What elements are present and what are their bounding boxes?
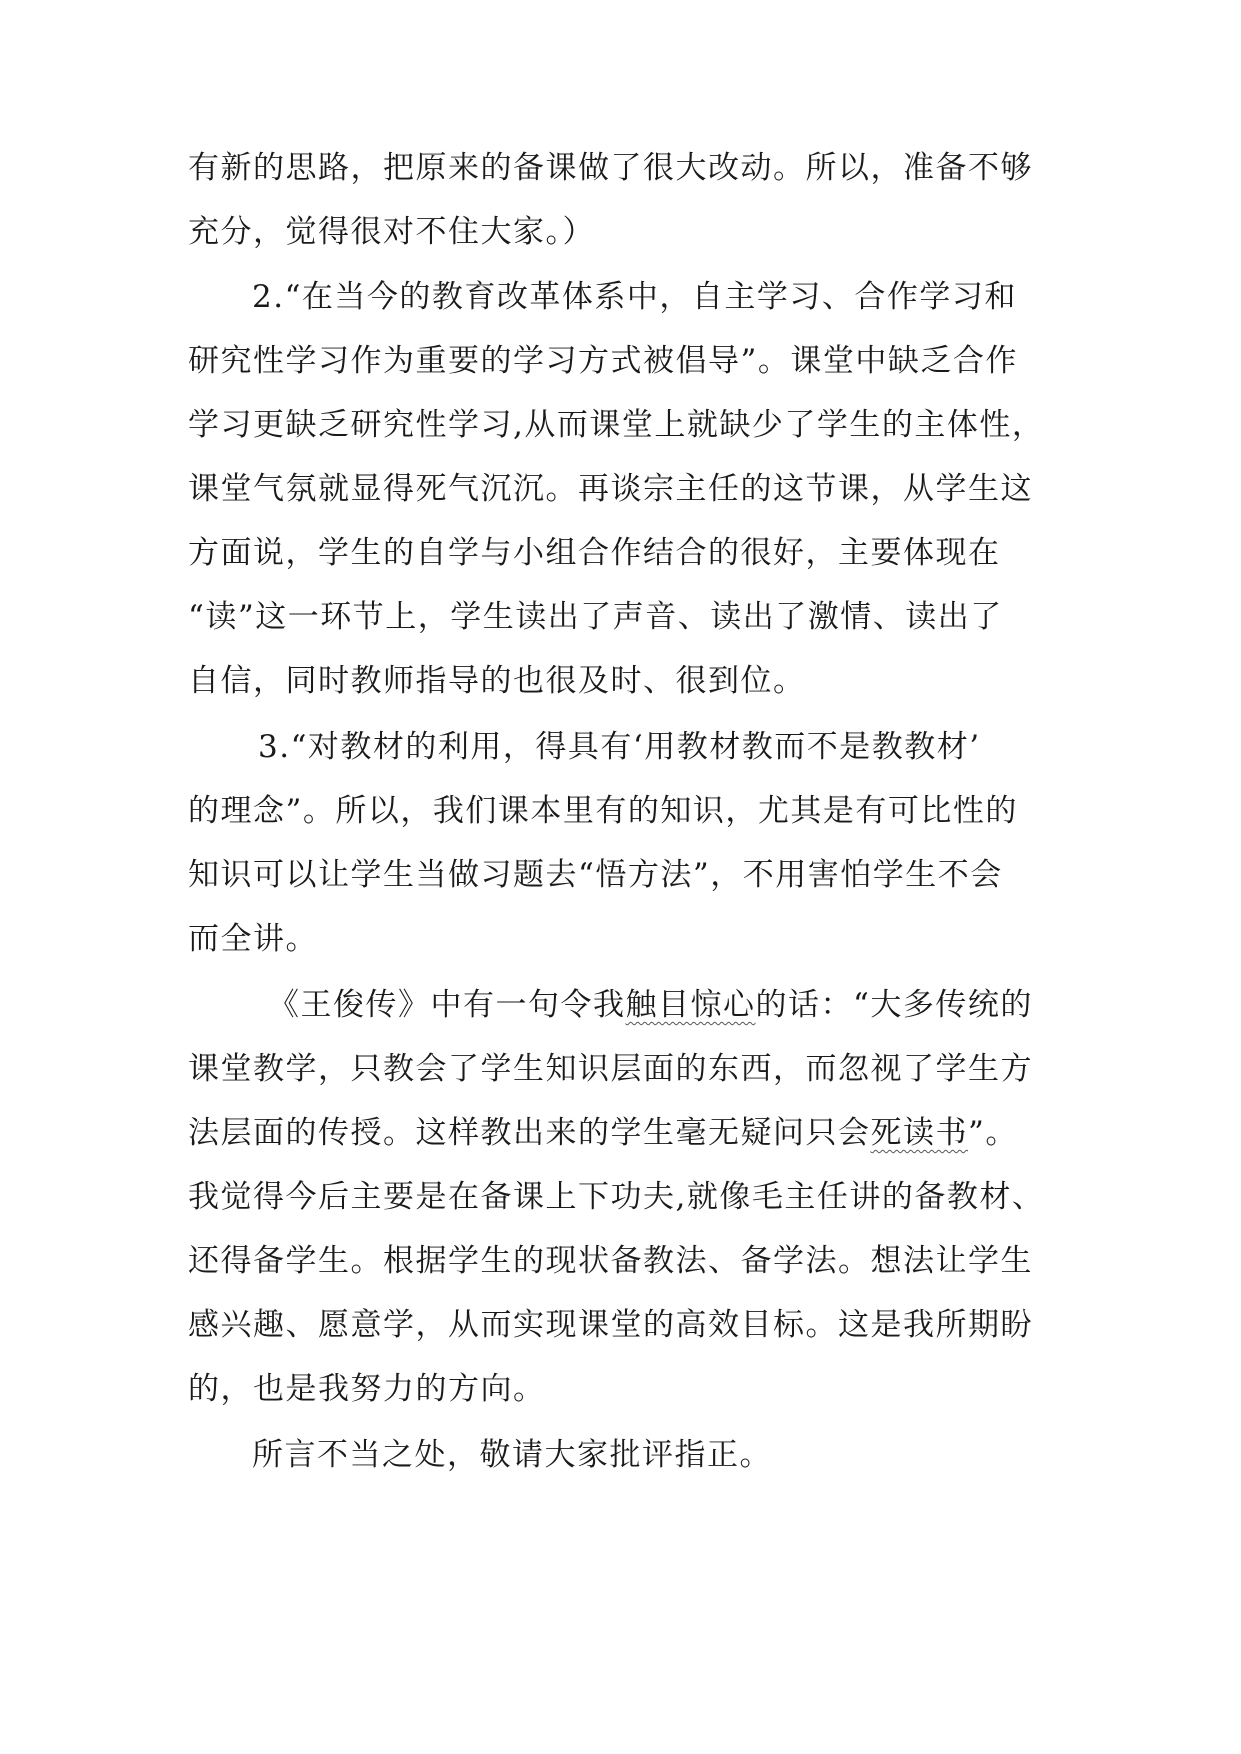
text-line-10: 3.“对教材的利用，得具有‘用教材教而不是教教材’ bbox=[258, 729, 981, 765]
spellcheck-squiggle-phrase: 触目惊心 bbox=[625, 987, 756, 1023]
quote-line-after: 的话：“大多传统的 bbox=[755, 987, 1033, 1023]
text-line-14 bbox=[268, 985, 1033, 1025]
text-line-9: 自信，同时教师指导的也很及时、很到位。 bbox=[188, 663, 806, 699]
text-line-18: 还得备学生。根据学生的现状备教法、备学法。想法让学生 bbox=[188, 1243, 1033, 1279]
text-line-2: 充分，觉得很对不住大家。） bbox=[188, 214, 595, 250]
deadbook-line-before: 法层面的传授。这样教出来的学生毫无疑问只会 bbox=[188, 1115, 871, 1151]
text-line-3: 2.“在当今的教育改革体系中，自主学习、合作学习和 bbox=[252, 279, 1017, 315]
text-line-1: 有新的思路，把原来的备课做了很大改动。所以，准备不够 bbox=[188, 150, 1033, 186]
quote-line-before: 《王俊传》中有一句令我 bbox=[268, 987, 626, 1023]
text-line-16 bbox=[188, 1113, 1018, 1153]
text-line-4: 研究性学习作为重要的学习方式被倡导”。课堂中缺乏合作 bbox=[188, 343, 1018, 379]
text-line-8: “读”这一环节上，学生读出了声音、读出了激情、读出了 bbox=[188, 599, 1003, 635]
text-line-19: 感兴趣、愿意学，从而实现课堂的高效目标。这是我所期盼 bbox=[188, 1307, 1033, 1343]
text-line-13: 而全讲。 bbox=[188, 921, 318, 957]
deadbook-line-after: ”。 bbox=[968, 1115, 1018, 1151]
text-line-20: 的，也是我努力的方向。 bbox=[188, 1371, 546, 1407]
text-line-11: 的理念”。所以，我们课本里有的知识，尤其是有可比性的 bbox=[188, 793, 1018, 829]
text-line-17: 我觉得今后主要是在备课上下功夫,就像毛主任讲的备教材、 bbox=[188, 1179, 1045, 1215]
text-line-6: 课堂气氛就显得死气沉沉。再谈宗主任的这节课，从学生这 bbox=[188, 471, 1033, 507]
text-line-21: 所言不当之处，敬请大家批评指正。 bbox=[252, 1437, 772, 1473]
spellcheck-squiggle-word: 死读书 bbox=[870, 1115, 968, 1151]
text-line-7: 方面说，学生的自学与小组合作结合的很好，主要体现在 bbox=[188, 535, 1001, 571]
text-line-15: 课堂教学，只教会了学生知识层面的东西，而忽视了学生方 bbox=[188, 1051, 1033, 1087]
text-line-5: 学习更缺乏研究性学习,从而课堂上就缺少了学生的主体性， bbox=[188, 407, 1045, 443]
text-line-12: 知识可以让学生当做习题去“悟方法”，不用害怕学生不会 bbox=[188, 857, 1003, 893]
